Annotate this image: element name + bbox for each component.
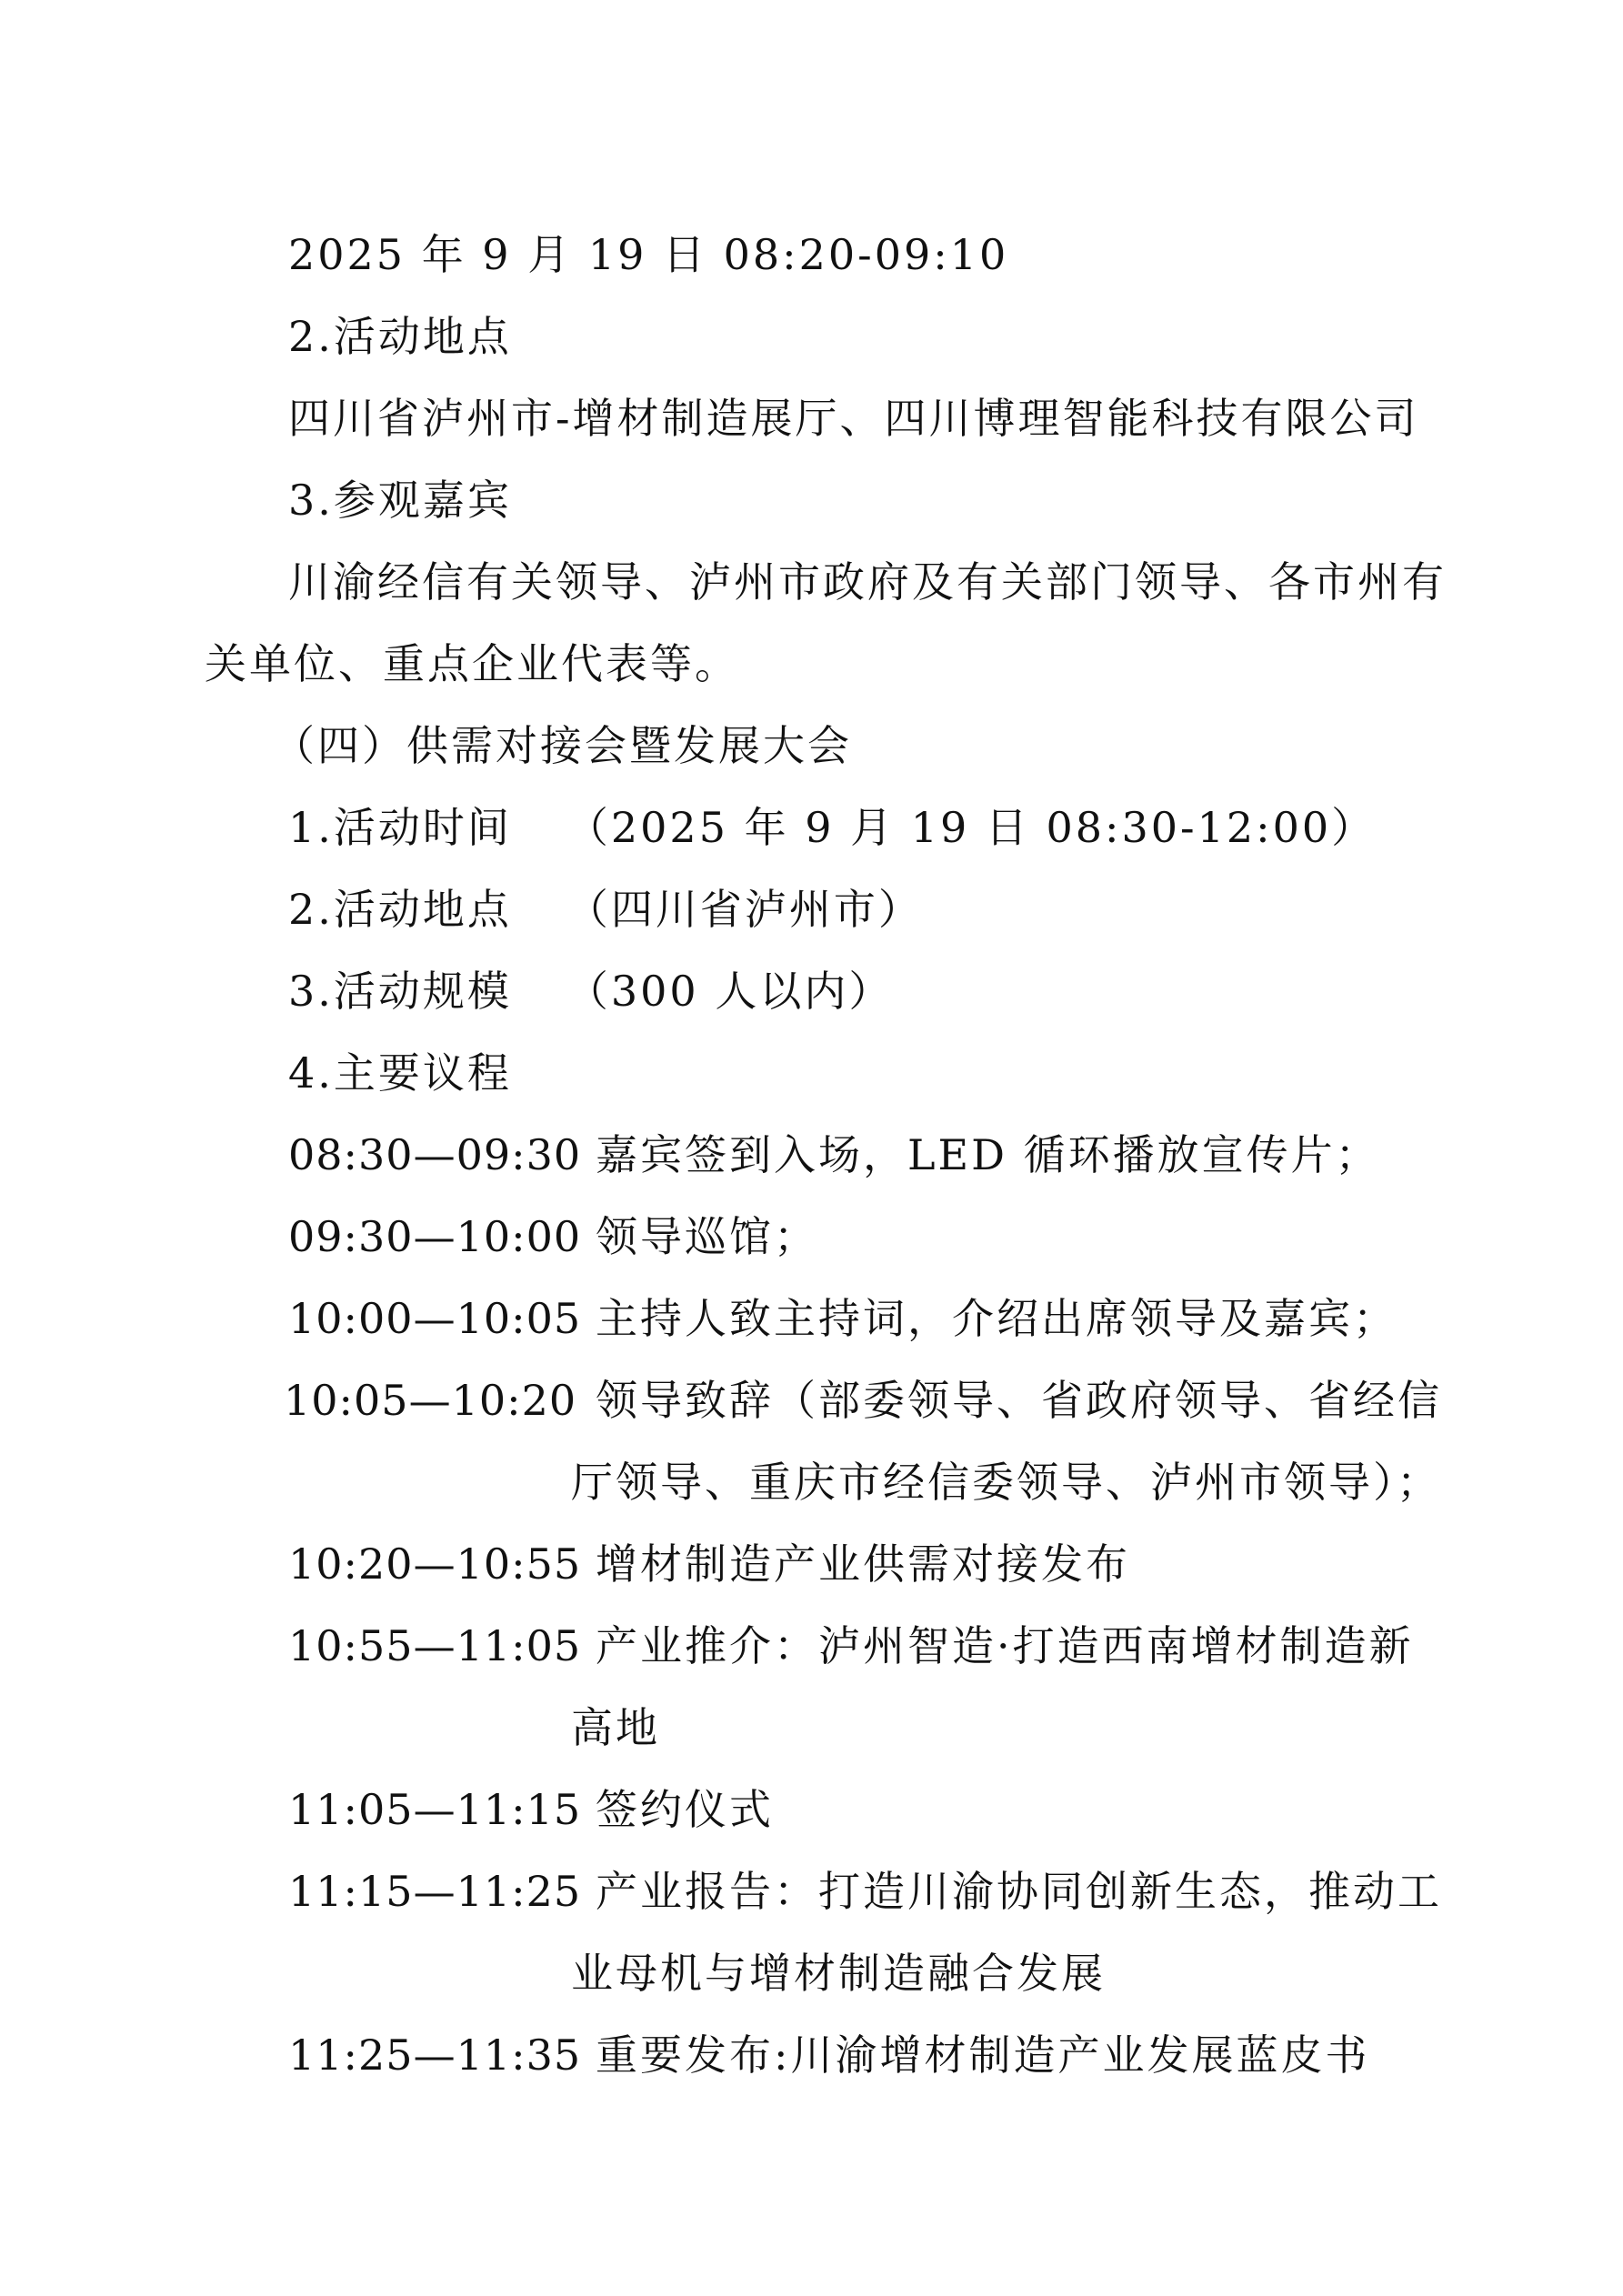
section-heading-guests: 3.参观嘉宾 [288, 476, 512, 525]
agenda-time: 09:30—10:00 [288, 1212, 582, 1261]
agenda-description: 产业报告：打造川渝协同创新生态，推动工 [596, 1867, 1442, 1916]
activity-scale-value: （300 人以内） [566, 967, 894, 1016]
agenda-description: 增材制造产业供需对接发布 [596, 1539, 1130, 1589]
agenda-description-continued: 业母机与增材制造融合发展 [571, 1949, 1106, 1998]
activity-location-label: 2.活动地点 [288, 885, 512, 934]
section-heading-conference: （四）供需对接会暨发展大会 [273, 721, 852, 770]
agenda-description: 签约仪式 [596, 1785, 774, 1834]
activity-location-value: （四川省泸州市） [566, 885, 923, 934]
agenda-description: 领导巡馆； [596, 1212, 818, 1261]
agenda-description: 主持人致主持词，介绍出席领导及嘉宾； [596, 1294, 1398, 1343]
agenda-description: 领导致辞（部委领导、省政府领导、省经信 [596, 1376, 1442, 1425]
schedule-date-line: 2025 年 9 月 19 日 08:20-09:10 [288, 230, 1009, 279]
activity-location-line [288, 884, 923, 935]
activity-scale-label: 3.活动规模 [288, 967, 512, 1016]
activity-time-value: （2025 年 9 月 19 日 08:30-12:00） [566, 803, 1377, 852]
agenda-description: 重要发布:川渝增材制造产业发展蓝皮书 [596, 2030, 1370, 2080]
agenda-time: 08:30—09:30 [288, 1130, 582, 1179]
agenda-description-continued: 厅领导、重庆市经信委领导、泸州市领导）； [571, 1458, 1441, 1507]
agenda-description: 产业推介：泸州智造·打造西南增材制造新 [596, 1621, 1414, 1670]
activity-scale-line [288, 966, 893, 1017]
guests-text-line-2: 关单位、重点企业代表等。 [205, 639, 739, 688]
agenda-description-continued: 高地 [571, 1703, 660, 1752]
agenda-time: 10:05—10:20 [284, 1376, 577, 1425]
agenda-time: 11:05—11:15 [288, 1785, 582, 1834]
location-text: 四川省泸州市-增材制造展厅、四川博理智能科技有限公司 [288, 394, 1419, 443]
agenda-time: 10:00—10:05 [288, 1294, 582, 1343]
agenda-description: 嘉宾签到入场，LED 循环播放宣传片； [596, 1130, 1380, 1179]
guests-text-line-1: 川渝经信有关领导、泸州市政府及有关部门领导、各市州有 [288, 557, 1447, 607]
agenda-time: 11:25—11:35 [288, 2030, 582, 2080]
agenda-time: 10:55—11:05 [288, 1621, 582, 1670]
activity-time-line [288, 802, 1376, 853]
section-heading-location: 2.活动地点 [288, 312, 512, 361]
section-heading-agenda: 4.主要议程 [288, 1048, 512, 1098]
activity-time-label: 1.活动时间 [288, 803, 512, 852]
agenda-time: 10:20—10:55 [288, 1539, 582, 1589]
agenda-time: 11:15—11:25 [288, 1867, 582, 1916]
